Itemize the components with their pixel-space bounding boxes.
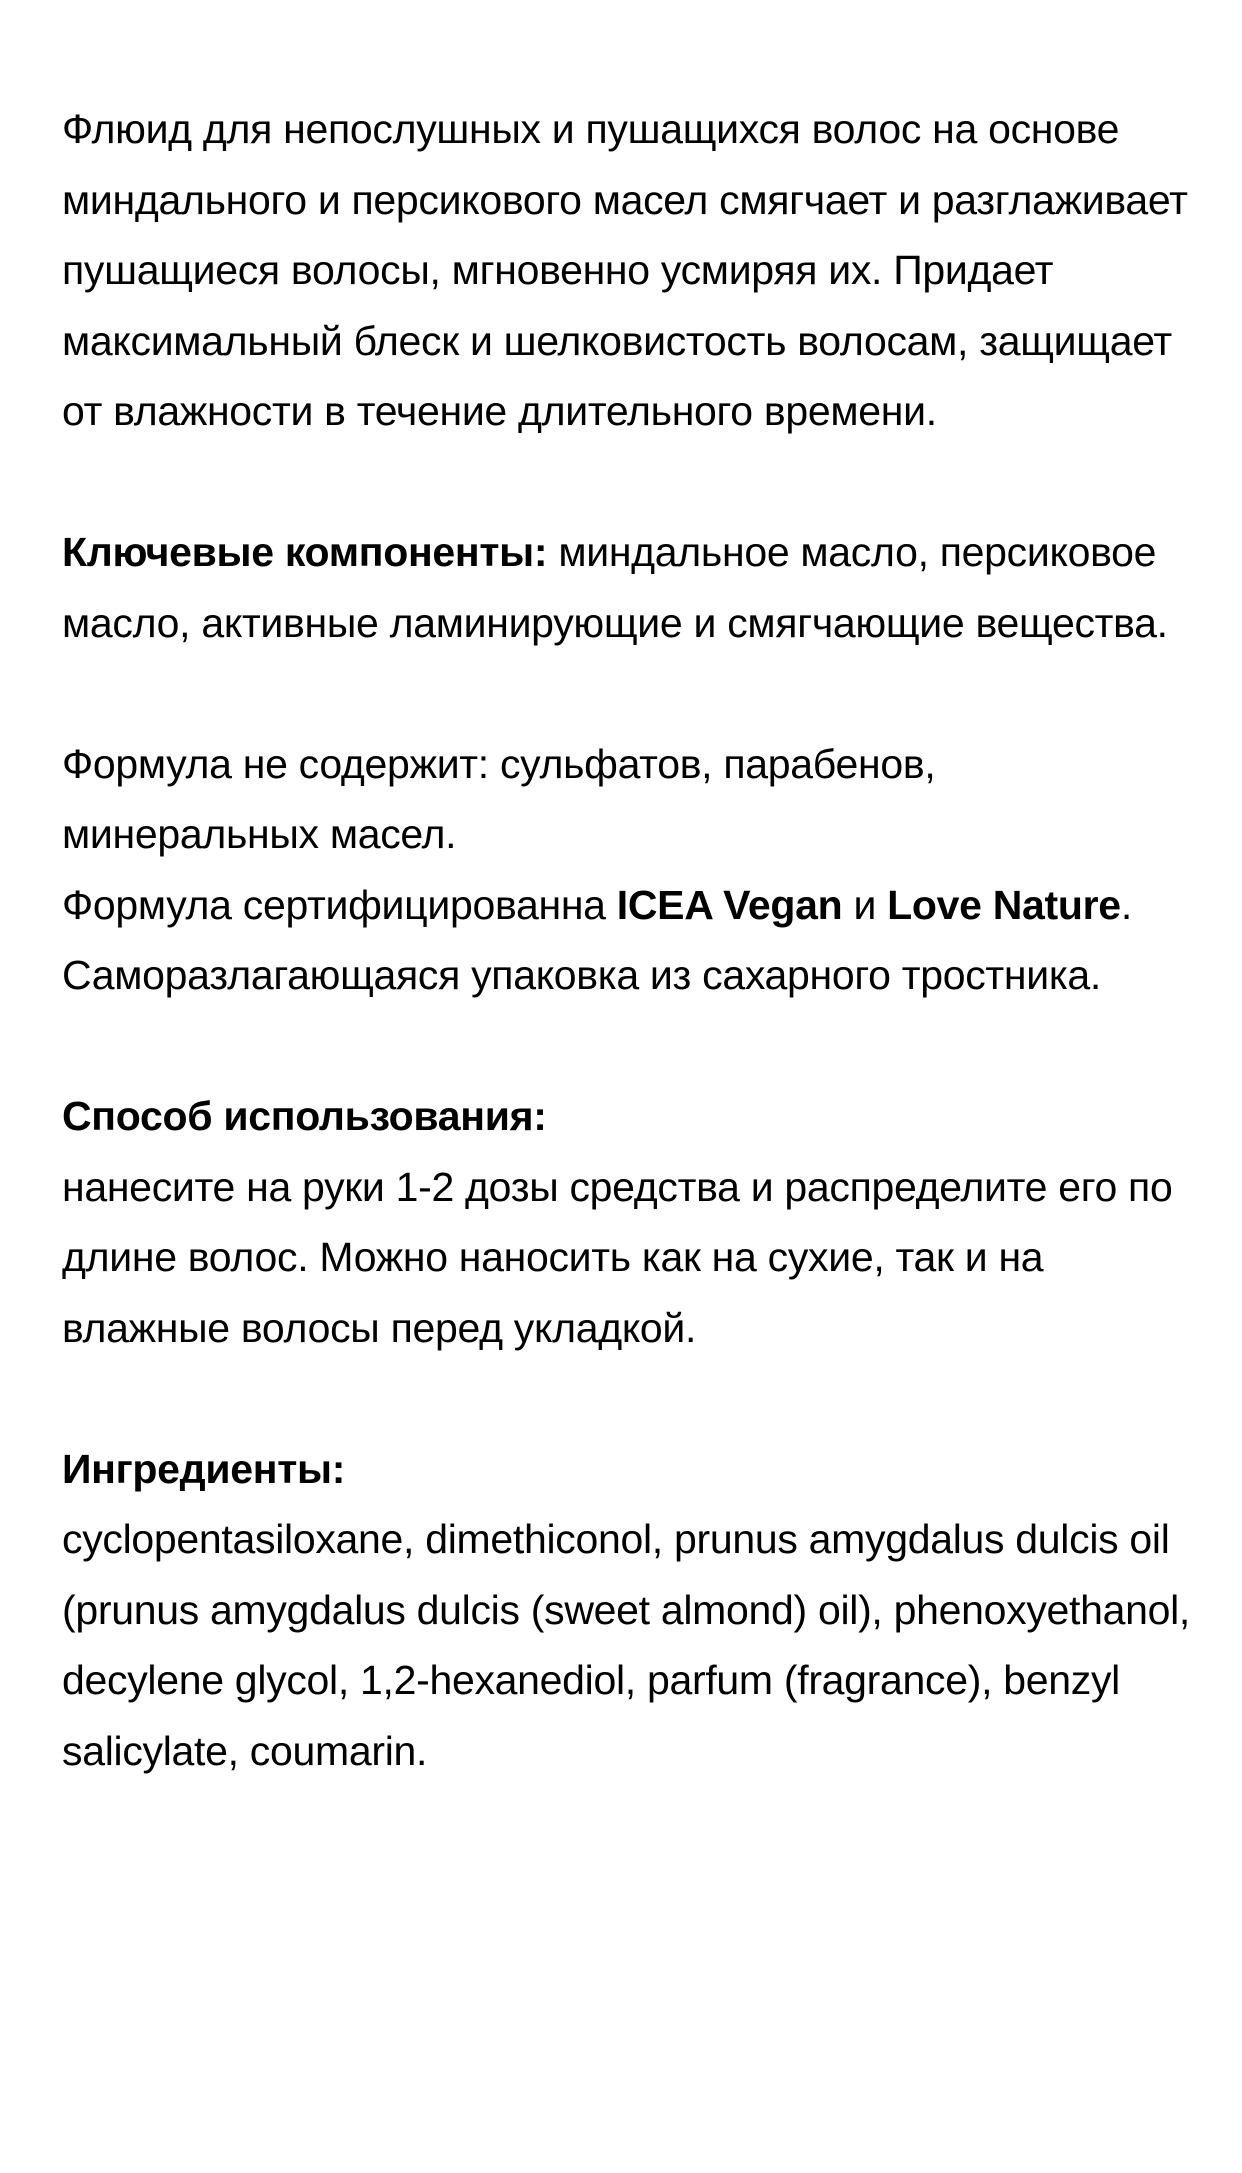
certified-joiner: и xyxy=(842,881,888,928)
certified-suffix: . xyxy=(1120,881,1132,928)
spacer xyxy=(62,658,1192,729)
ingredients-label: Ингредиенты: xyxy=(62,1445,346,1492)
certified-prefix: Формула сертифицированна xyxy=(62,881,617,928)
key-components-paragraph xyxy=(62,517,1192,658)
spacer xyxy=(62,1363,1192,1434)
certification-icea-vegan: ICEA Vegan xyxy=(616,881,843,928)
spacer xyxy=(62,447,1192,518)
ingredients-text: cyclopentasiloxane, dimethiconol, prunus amygdalus dulcis oil (prunus amygdalus dulcis (sweet almond) oil), phenoxyethanol, decylene glycol, 1,2-hexanediol, parfum (fragrance), benzyl salicylate, coumarin. xyxy=(62,1516,1191,1774)
usage-heading xyxy=(62,1081,1192,1152)
product-description xyxy=(62,94,1192,1786)
usage-label: Способ использования: xyxy=(62,1093,547,1139)
packaging-note: Саморазлагающаяся упаковка из сахарного тростника. xyxy=(62,952,1101,998)
usage-text: нанесите на руки 1-2 дозы средства и распределите его по длине волос. Можно наносить как на сухие, так и на влажные волосы перед укладкой. xyxy=(62,1163,1173,1351)
spacer xyxy=(62,1011,1192,1082)
formula-free-from: Формула не содержит: сульфатов, парабенов, минеральных масел. xyxy=(62,740,936,857)
key-components-text: миндальное масло, персиковое масло, активные ламинирующие и смягчающие вещества. xyxy=(62,529,1168,646)
key-components-label: Ключевые компоненты: xyxy=(62,529,548,575)
ingredients-heading xyxy=(62,1434,1192,1505)
certification-love-nature: Love Nature xyxy=(887,881,1121,928)
intro-paragraph: Флюид для непослушных и пушащихся волос на основе миндального и персикового масел смягчает и разглаживает пушащиеся волосы, мгновенно усмиряя их. Придает максимальный блеск и шелковистость волосам, защищает от влажности в течение длительного времени. xyxy=(62,106,1188,434)
formula-certification xyxy=(62,870,1192,941)
